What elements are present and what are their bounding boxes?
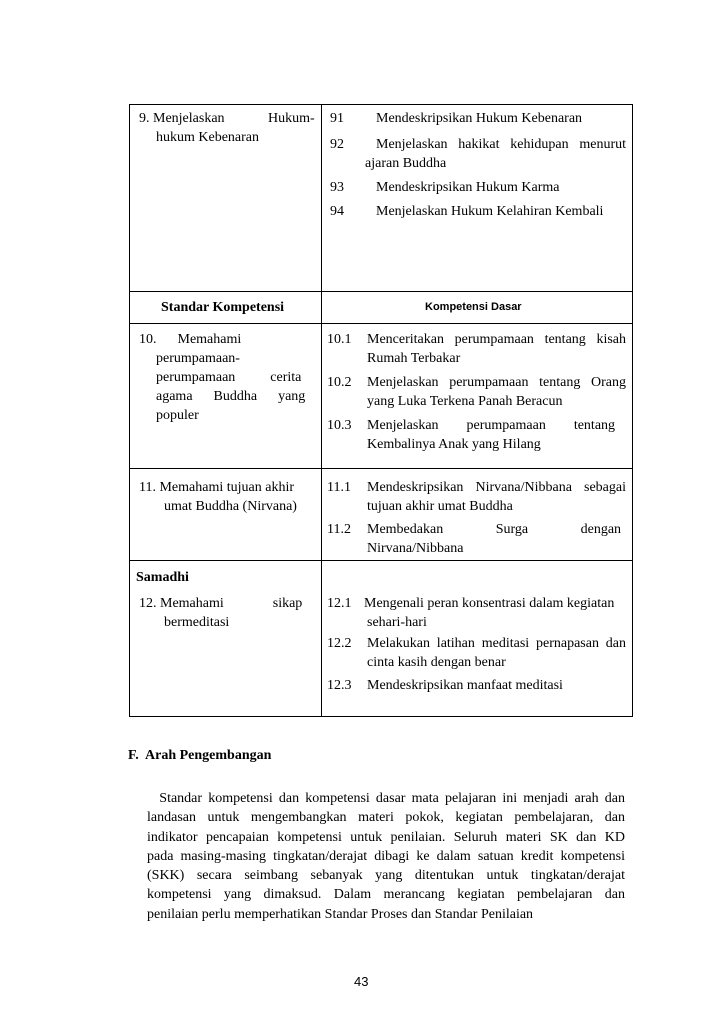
sk-11-text: 11. Memahami tujuan akhir	[139, 480, 294, 495]
kd-text: Menjelaskan hakikat kehidupan menurut	[376, 137, 626, 152]
kd-number: 11.2	[327, 522, 351, 537]
kd-text: Rumah Terbakar	[367, 351, 461, 366]
paragraph-line: landasan untuk mengembangkan materi pokok, kegiatan pembelajaran, dan	[147, 810, 625, 826]
kd-number: 10.1	[327, 332, 352, 347]
kd-number: 10.2	[327, 375, 352, 390]
table-row-divider	[129, 291, 632, 292]
paragraph-line: pada masing-masing tingkatan/derajat dibagi ke dalam satuan kredit kompetensi	[147, 848, 625, 864]
kd-text: Mendeskripsikan manfaat meditasi	[367, 678, 563, 693]
paragraph-line: indikator pencapaian kompetensi untuk penilaian. Seluruh materi SK dan KD	[147, 829, 625, 845]
kd-number: 94	[330, 204, 344, 219]
table-row-divider	[129, 560, 632, 561]
kd-text: tujuan akhir umat Buddha	[367, 499, 513, 514]
kd-text: sehari-hari	[367, 615, 427, 630]
kd-text: Menceritakan perumpamaan tentang kisah	[367, 332, 626, 347]
kd-text: Menjelaskan Hukum Kelahiran Kembali	[376, 204, 604, 219]
sk-12-text: bermeditasi	[164, 615, 230, 630]
sk-12-text: 12. Memahami sikap	[139, 596, 303, 611]
section-heading: F. Arah Pengembangan	[128, 748, 272, 763]
kd-number: 10.3	[327, 418, 352, 433]
kd-number: 93	[330, 180, 344, 195]
kd-text: Mendeskripsikan Hukum Kebenaran	[376, 111, 583, 126]
kd-text: Kembalinya Anak yang Hilang	[367, 437, 541, 452]
sk-10-text: 10. Memahami	[139, 332, 242, 347]
sk-10-text: agama Buddha yang	[156, 389, 306, 404]
kd-text: Menjelaskan perumpamaan tentang	[367, 418, 616, 433]
section-paragraph	[147, 789, 625, 924]
sk-9-text: hukum Kebenaran	[156, 130, 260, 145]
table-row-divider	[129, 323, 632, 324]
kd-text: Mendeskripsikan Nirvana/Nibbana sebagai	[367, 480, 626, 495]
kd-text: yang Luka Terkena Panah Beracun	[367, 394, 563, 409]
kd-number: 92	[330, 137, 344, 152]
kd-text: cinta kasih dengan benar	[367, 655, 506, 670]
sk-10-text: perumpamaan-	[156, 351, 240, 366]
table-row-divider	[129, 468, 632, 469]
kd-text: Menjelaskan perumpamaan tentang Orang	[367, 375, 626, 390]
kd-number: 12.1	[327, 596, 352, 611]
header-standar-kompetensi: Standar Kompetensi	[161, 300, 285, 315]
table-column-divider	[321, 104, 322, 716]
sk-9-text: Hukum-	[268, 111, 315, 126]
kd-number: 12.2	[327, 636, 352, 651]
kd-text: Mendeskripsikan Hukum Karma	[376, 180, 560, 195]
sk-9-text: 9. Menjelaskan	[139, 111, 225, 126]
kd-text: Membedakan Surga dengan	[367, 522, 622, 537]
sk-10-text: populer	[156, 408, 199, 423]
kd-number: 91	[330, 111, 344, 126]
kd-text: Melakukan latihan meditasi pernapasan dan	[367, 636, 626, 651]
kd-text: Nirvana/Nibbana	[367, 541, 464, 556]
sk-11-text: umat Buddha (Nirvana)	[164, 499, 297, 514]
page-number: 43	[354, 974, 369, 989]
kd-text: Mengenali peran konsentrasi dalam kegiatan	[364, 596, 615, 611]
paragraph-line: kompetensi yang dimaksud. Dalam merancang kegiatan pembelajaran dan	[147, 887, 625, 903]
paragraph-line: (SKK) secara seimbang sebanyak yang ditentukan untuk tingkatan/derajat	[147, 868, 625, 884]
kd-text: ajaran Buddha	[365, 156, 447, 171]
kd-number: 12.3	[327, 678, 352, 693]
paragraph-line: Standar kompetensi dan kompetensi dasar mata pelajaran ini menjadi arah dan	[147, 791, 625, 806]
header-kompetensi-dasar: Kompetensi Dasar	[425, 301, 522, 313]
section-samadhi: Samadhi	[136, 570, 189, 585]
kd-number: 11.1	[327, 480, 351, 495]
sk-10-text: perumpamaan cerita	[156, 370, 302, 385]
paragraph-line: penilaian perlu memperhatikan Standar Proses dan Standar Penilaian	[147, 906, 534, 922]
